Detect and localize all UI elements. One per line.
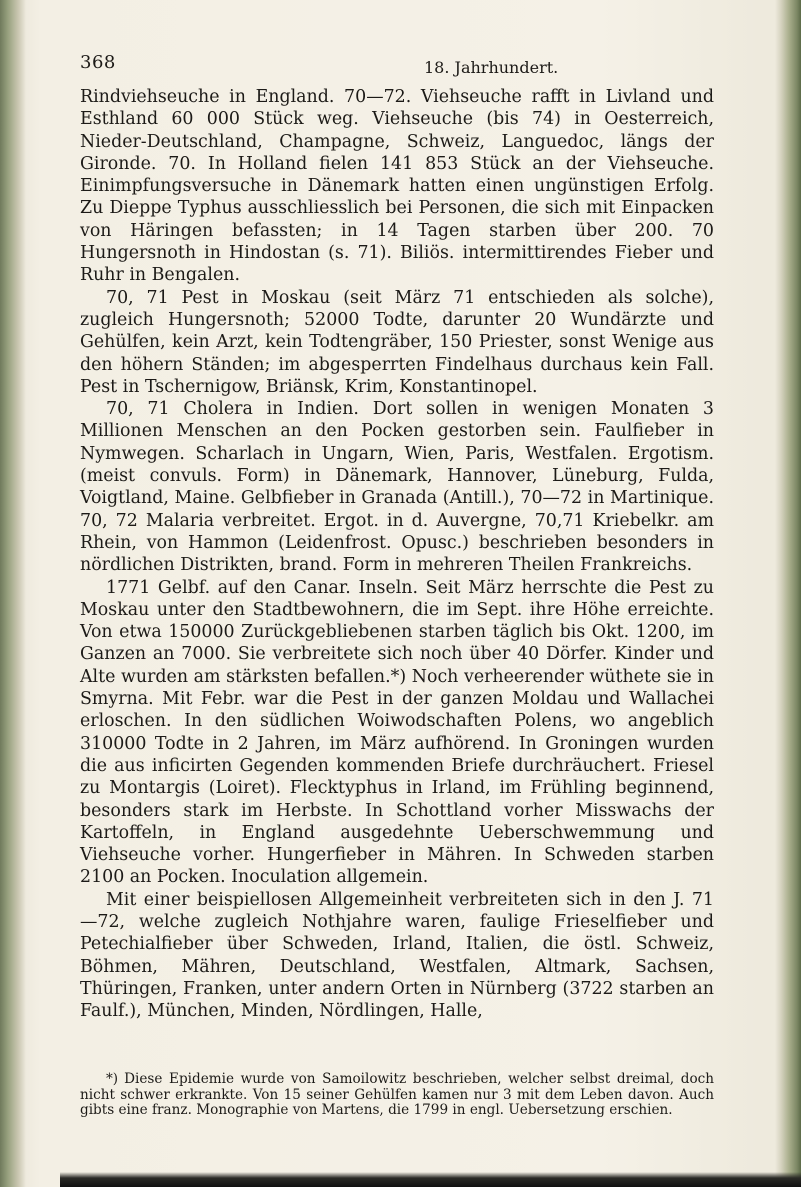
footnote-paragraph xyxy=(80,1072,714,1119)
paragraph: Rindviehseuche in England. 70—72. Viehseuche rafft in Livland und Esthland 60 000 Stück weg. Viehseuche (bis 74) in Oesterreich, Nieder-Deutschland, Champagne, Schweiz, Languedoc, längs der Gironde. 70. In Holland fielen 141 853 Stück an der Viehseuche. Einimpfungsversuche in Dänemark hatten einen ungünstigen Erfolg. Zu Dieppe Typhus ausschliesslich bei Personen, die sich mit Einpacken von Häringen befassten; in 14 Tagen starben über 200. 70 Hungersnoth in Hindostan (s. 71). Biliös. intermittirendes Fieber und Ruhr in Bengalen. xyxy=(80,87,714,286)
scan-edge-bottom xyxy=(60,1172,801,1187)
running-head: 18. Jahrhundert. xyxy=(424,58,559,77)
footnote xyxy=(80,1072,714,1119)
body-text xyxy=(80,86,714,1022)
footnote-text: Diese Epidemie wurde von Samoilowitz beschrieben, welcher selbst dreimal, doch nicht schwer erkrankte. Von 15 seiner Gehülfen kamen nur 3 mit dem Leben davon. Auch gibts eine franz. Monographie von Martens, die 1799 in engl. Uebersetzung erschien. xyxy=(80,1071,714,1119)
paragraph: 70, 71 Pest in Moskau (seit März 71 entschieden als solche), zugleich Hungersnoth; 52000 Todte, darunter 20 Wundärzte und Gehülfen, kein Arzt, kein Todtengräber, 150 Priester, sonst Wenige aus den höhern Ständen; im abgesperrten Findelhaus durchaus kein Fall. Pest in Tschernigow, Briänsk, Krim, Konstantinopel. xyxy=(80,287,714,397)
page-edge xyxy=(775,0,801,1187)
paragraph: 1771 Gelbf. auf den Canar. Inseln. Seit März herrschte die Pest zu Moskau unter den Stadtbewohnern, die im Sept. ihre Höhe erreichte. Von etwa 150000 Zurückgebliebenen starben täglich bis Okt. 1200, im Ganzen an 7000. Sie verbreitete sich noch über 40 Dörfer. Kinder und Alte wurden am stärksten befallen.*) Noch verheerender wüthete sie in Smyrna. Mit Febr. war die Pest in der ganzen Moldau und Wallachei erloschen. In den südlichen Woiwodschaften Polens, wo angeblich 310000 Todte in 2 Jahren, im März aufhörend. In Groningen wurden die aus inficirten Gegenden kommenden Briefe durchräuchert. Friesel zu Montargis (Loiret). Flecktyphus in Irland, im Frühling beginnend, besonders stark im Herbste. In Schottland vorher Misswachs der Kartoffeln, in England ausgedehnte Ueberschwemmung und Viehseuche vorher. Hungerfieber in Mähren. In Schweden starben 2100 an Pocken. Inoculation allgemein. xyxy=(80,577,714,888)
page-header xyxy=(80,52,720,76)
page-number: 368 xyxy=(80,52,116,73)
paragraph: 70, 71 Cholera in Indien. Dort sollen in wenigen Monaten 3 Millionen Menschen an den Pocken gestorben sein. Faulfieber in Nymwegen. Scharlach in Ungarn, Wien, Paris, Westfalen. Ergotism. (meist convuls. Form) in Dänemark, Hannover, Lüneburg, Fulda, Voigtland, Maine. Gelbfieber in Granada (Antill.), 70—72 in Martinique. 70, 72 Malaria verbreitet. Ergot. in d. Auvergne, 70,71 Kriebelkr. am Rhein, von Hammon (Leidenfrost. Opusc.) beschrieben besonders in nördlichen Distrikten, brand. Form in mehreren Theilen Frankreichs. xyxy=(80,399,714,576)
binding-shadow xyxy=(0,0,26,1187)
footnote-marker: *) xyxy=(106,1071,119,1087)
paragraph: Mit einer beispiellosen Allgemeinheit verbreiteten sich in den J. 71—72, welche zugleich Nothjahre waren, faulige Frieselfieber und Petechialfieber über Schweden, Irland, Italien, die östl. Schweiz, Böhmen, Mähren, Deutschland, Westfalen, Altmark, Sachsen, Thüringen, Franken, unter andern Orten in Nürnberg (3722 starben an Faulf.), München, Minden, Nördlingen, Halle, xyxy=(80,889,714,1022)
